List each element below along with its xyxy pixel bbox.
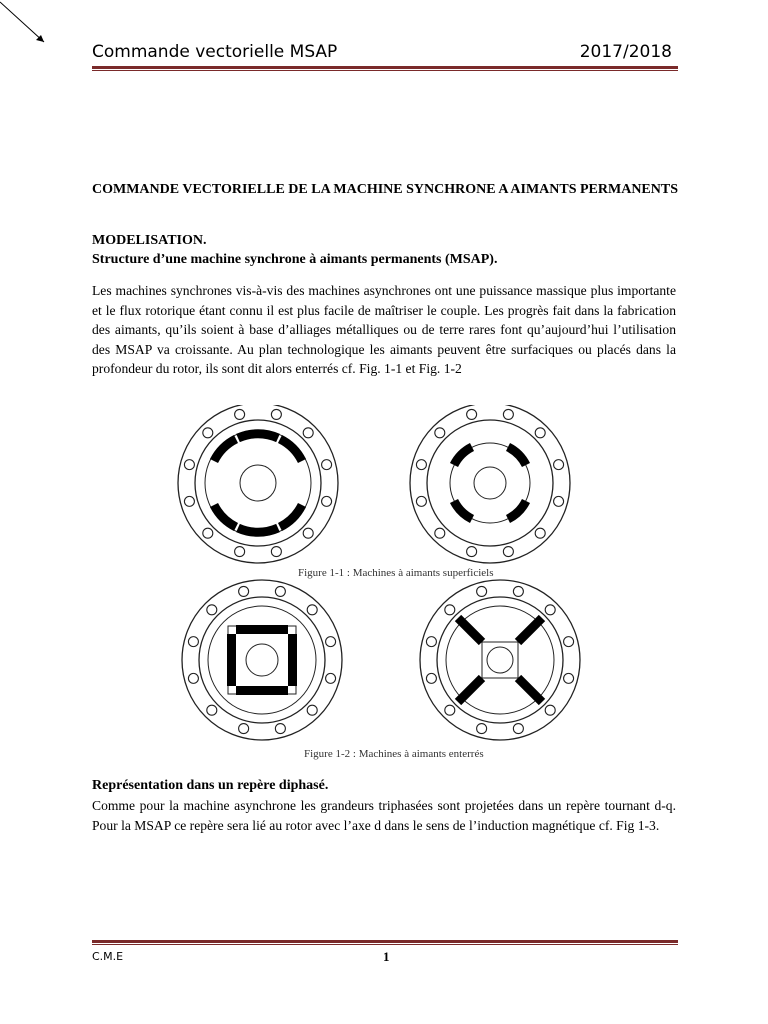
stator-slot xyxy=(477,586,487,596)
stator-slot xyxy=(445,605,455,615)
stator-slot xyxy=(545,705,555,715)
stator-slot xyxy=(535,528,545,538)
header-year: 2017/2018 xyxy=(579,42,672,62)
stator-slot xyxy=(239,724,249,734)
footer-label: C.M.E xyxy=(92,950,124,963)
stator-slot xyxy=(184,460,194,470)
stator-slot xyxy=(322,460,332,470)
stator-slot xyxy=(445,705,455,715)
figure-caption-1-2: Figure 1-2 : Machines à aimants enterrés xyxy=(304,748,484,760)
stator-slot xyxy=(426,637,436,647)
stator-slot xyxy=(503,547,513,557)
document-title: COMMANDE VECTORIELLE DE LA MACHINE SYNCHRONE A AIMANTS PERMANENTS xyxy=(92,182,679,197)
paragraph-representation: Comme pour la machine asynchrone les grandeurs triphasées sont projetées dans un repère tournant d-q. Pour la MSAP ce repère sera lié au rotor avec l’axe d dans le sens de l’induction magnétique cf. Fig 1-3. xyxy=(92,798,676,833)
stator-slot xyxy=(239,586,249,596)
page-number: 1 xyxy=(383,949,390,964)
stator-slot xyxy=(564,673,574,683)
stator-slot xyxy=(326,673,336,683)
stator-slot xyxy=(322,496,332,506)
stator-slot xyxy=(426,673,436,683)
stator-slot xyxy=(188,673,198,683)
stator-slot xyxy=(535,428,545,438)
stator-slot xyxy=(435,528,445,538)
section-heading: MODELISATION. xyxy=(92,233,207,248)
figure-caption-1-1: Figure 1-1 : Machines à aimants superficiels xyxy=(298,567,494,579)
paragraph-structure: Les machines synchrones vis-à-vis des machines asynchrones ont une puissance massique plus importante et le flux rotorique étant connu il est plus facile de maîtriser le couple. Les progrès fait dans la fabrication des aimants, qu’ils soient à base d’alliages métalliques ou de terre rares font qu’aujourd’hui l’utilisation des MSAP va croissante. Au plan technologique les aimants peuvent être surfaciques ou placés dans la profondeur du rotor, ils sont dit alors enterrés cf. Fig. 1-1 et Fig. 1-2 xyxy=(92,283,676,377)
stator-slot xyxy=(203,428,213,438)
subsection-heading: Structure d’une machine synchrone à aimants permanents (MSAP). xyxy=(92,252,498,267)
stator-slot xyxy=(503,409,513,419)
stator-slot xyxy=(545,605,555,615)
stator-slot xyxy=(554,496,564,506)
stator-slot xyxy=(307,705,317,715)
stator-slot xyxy=(235,547,245,557)
stator-slot xyxy=(207,705,217,715)
stator-slot xyxy=(235,409,245,419)
stator-slot xyxy=(435,428,445,438)
figure-buried-magnets-b xyxy=(420,580,580,740)
stator-slot xyxy=(275,586,285,596)
header-title: Commande vectorielle MSAP xyxy=(92,42,338,62)
stator-slot xyxy=(513,586,523,596)
header-rule xyxy=(92,66,678,71)
footer-rule xyxy=(92,940,678,945)
stator-slot xyxy=(271,547,281,557)
stator-slot xyxy=(207,605,217,615)
stator-slot xyxy=(477,724,487,734)
stator-slot xyxy=(467,547,477,557)
stator-slot xyxy=(416,496,426,506)
stator-slot xyxy=(303,428,313,438)
stator-slot xyxy=(513,724,523,734)
figure-surface-magnets-a xyxy=(178,405,338,563)
stator-slot xyxy=(416,460,426,470)
subsection-heading-2: Représentation dans un repère diphasé. xyxy=(92,778,329,793)
stator-slot xyxy=(188,637,198,647)
figure-buried-magnets-a xyxy=(182,580,342,740)
stator-slot xyxy=(326,637,336,647)
stator-slot xyxy=(275,724,285,734)
stator-slot xyxy=(303,528,313,538)
figure-surface-magnets-b xyxy=(410,405,570,563)
stator-slot xyxy=(307,605,317,615)
stator-slot xyxy=(564,637,574,647)
stator-slot xyxy=(554,460,564,470)
stator-slot xyxy=(203,528,213,538)
machine-figures xyxy=(170,405,600,765)
stator-slot xyxy=(271,409,281,419)
corner-arrow-icon xyxy=(0,0,60,50)
stator-slot xyxy=(467,409,477,419)
stator-slot xyxy=(184,496,194,506)
